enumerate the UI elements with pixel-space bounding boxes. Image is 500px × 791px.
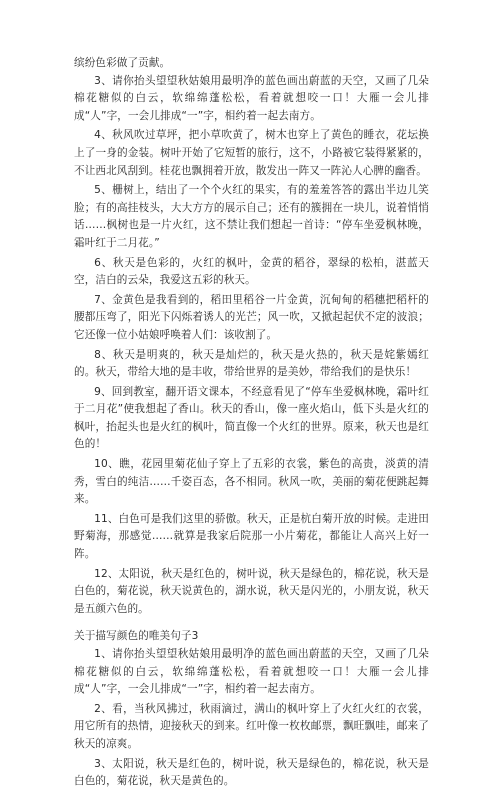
paragraph-4: 4、秋风吹过草坪，把小草吹黄了，树木也穿上了黄色的睡衣，花坛换上了一身的金装。树叶开始了它短暂的旅行，这不，小路被它装得紧紧的，不让西北风刮到。桂花也飘拥着开放，散发出一阵又一阵沁人心脾的幽香。 [74, 129, 429, 177]
paragraph-5: 5、栅树上，结出了一个个火红的果实，有的羞羞答答的露出半边儿笑脸；有的高挂枝头，大大方方的展示自己；还有的簇拥在一块儿，说着悄悄话……枫树也是一片火红，这不禁让我们想起一首诗：“停车坐爱枫林晚，霜叶红于二月花。” [74, 184, 429, 249]
lead-text: 缤纷色彩做了贡献。 [74, 57, 171, 69]
paragraph-s2-1: 1、请你抬头望望秋姑娘用最明净的蓝色画出蔚蓝的天空，又画了几朵棉花糖似的白云，软绵绵蓬松松，看着就想咬一口！大雁一会儿排成“人”字，一会儿排成“一”字，相约着一起去南方。 [74, 648, 429, 696]
paragraph-12: 12、太阳说，秋天是红色的，树叶说，秋天是绿色的，棉花说，秋天是白色的，菊花说，秋天说黄色的，湖水说，秋天是闪光的，小朋友说，秋天是五颜六色的。 [74, 567, 429, 615]
paragraph-9: 9、回到教室，翻开语文课本，不经意看见了“停车坐爱枫林晚，霜叶红于二月花”使我想起了香山。秋天的香山，像一座火焰山，低下头是火红的枫叶，抬起头也是火红的枫叶，简直像一个火红的世界。原来，秋天也是红色的！ [74, 385, 429, 451]
paragraph-7: 7、金黄色是我看到的，稻田里稻谷一片金黄，沉甸甸的稻穗把稻杆的腰都压弯了，阳光下闪烁着诱人的光芒；风一吹，又掀起起伏不定的波浪；它还像一位小姑娘呼唤着人们：该收割了。 [74, 293, 429, 341]
paragraph-8: 8、秋天是明爽的，秋天是灿烂的，秋天是火热的，秋天是姹紫嫣红的。秋天，带给大地的是丰收，带给世界的是美妙，带给我们的是快乐！ [74, 348, 429, 379]
paragraph-10: 10、瞧，花园里菊花仙子穿上了五彩的衣裳，紫色的高贵，淡黄的清秀，雪白的纯洁……千姿百态，各不相同。秋风一吹，美丽的菊花便跳起舞来。 [74, 458, 429, 506]
paragraph-3: 3、请你抬头望望秋姑娘用最明净的蓝色画出蔚蓝的天空，又画了几朵棉花糖似的白云，软绵绵蓬松松，看着就想咬一口！大雁一会儿排成“人”字，一会儿排成“一”字，相约着一起去南方。 [74, 74, 429, 122]
paragraph-s2-2: 2、看，当秋风拂过，秋雨滴过，满山的枫叶穿上了火红火红的衣裳，用它所有的热情，迎接秋天的到来。红叶像一枚枚邮票，飘旺飘哇，邮来了秋天的凉爽。 [74, 702, 429, 750]
paragraph-6: 6、秋天是色彩的，火红的枫叶，金黄的稻谷，翠绿的松柏，湛蓝天空，洁白的云朵，我爱这五彩的秋天。 [74, 256, 429, 287]
paragraph-s2-3: 3、太阳说，秋天是红色的，树叶说，秋天是绿色的，棉花说，秋天是白色的，菊花说，秋天是黄色的。 [74, 757, 429, 788]
section-heading: 关于描写颜色的唯美句子3 [74, 630, 199, 643]
paragraph-11: 11、白色可是我们这里的骄傲。秋天，正是杭白菊开放的时候。走进田野菊海，那感觉……就算是我家后院那一小片菊花，都能让人高兴上好一阵。 [74, 512, 429, 561]
